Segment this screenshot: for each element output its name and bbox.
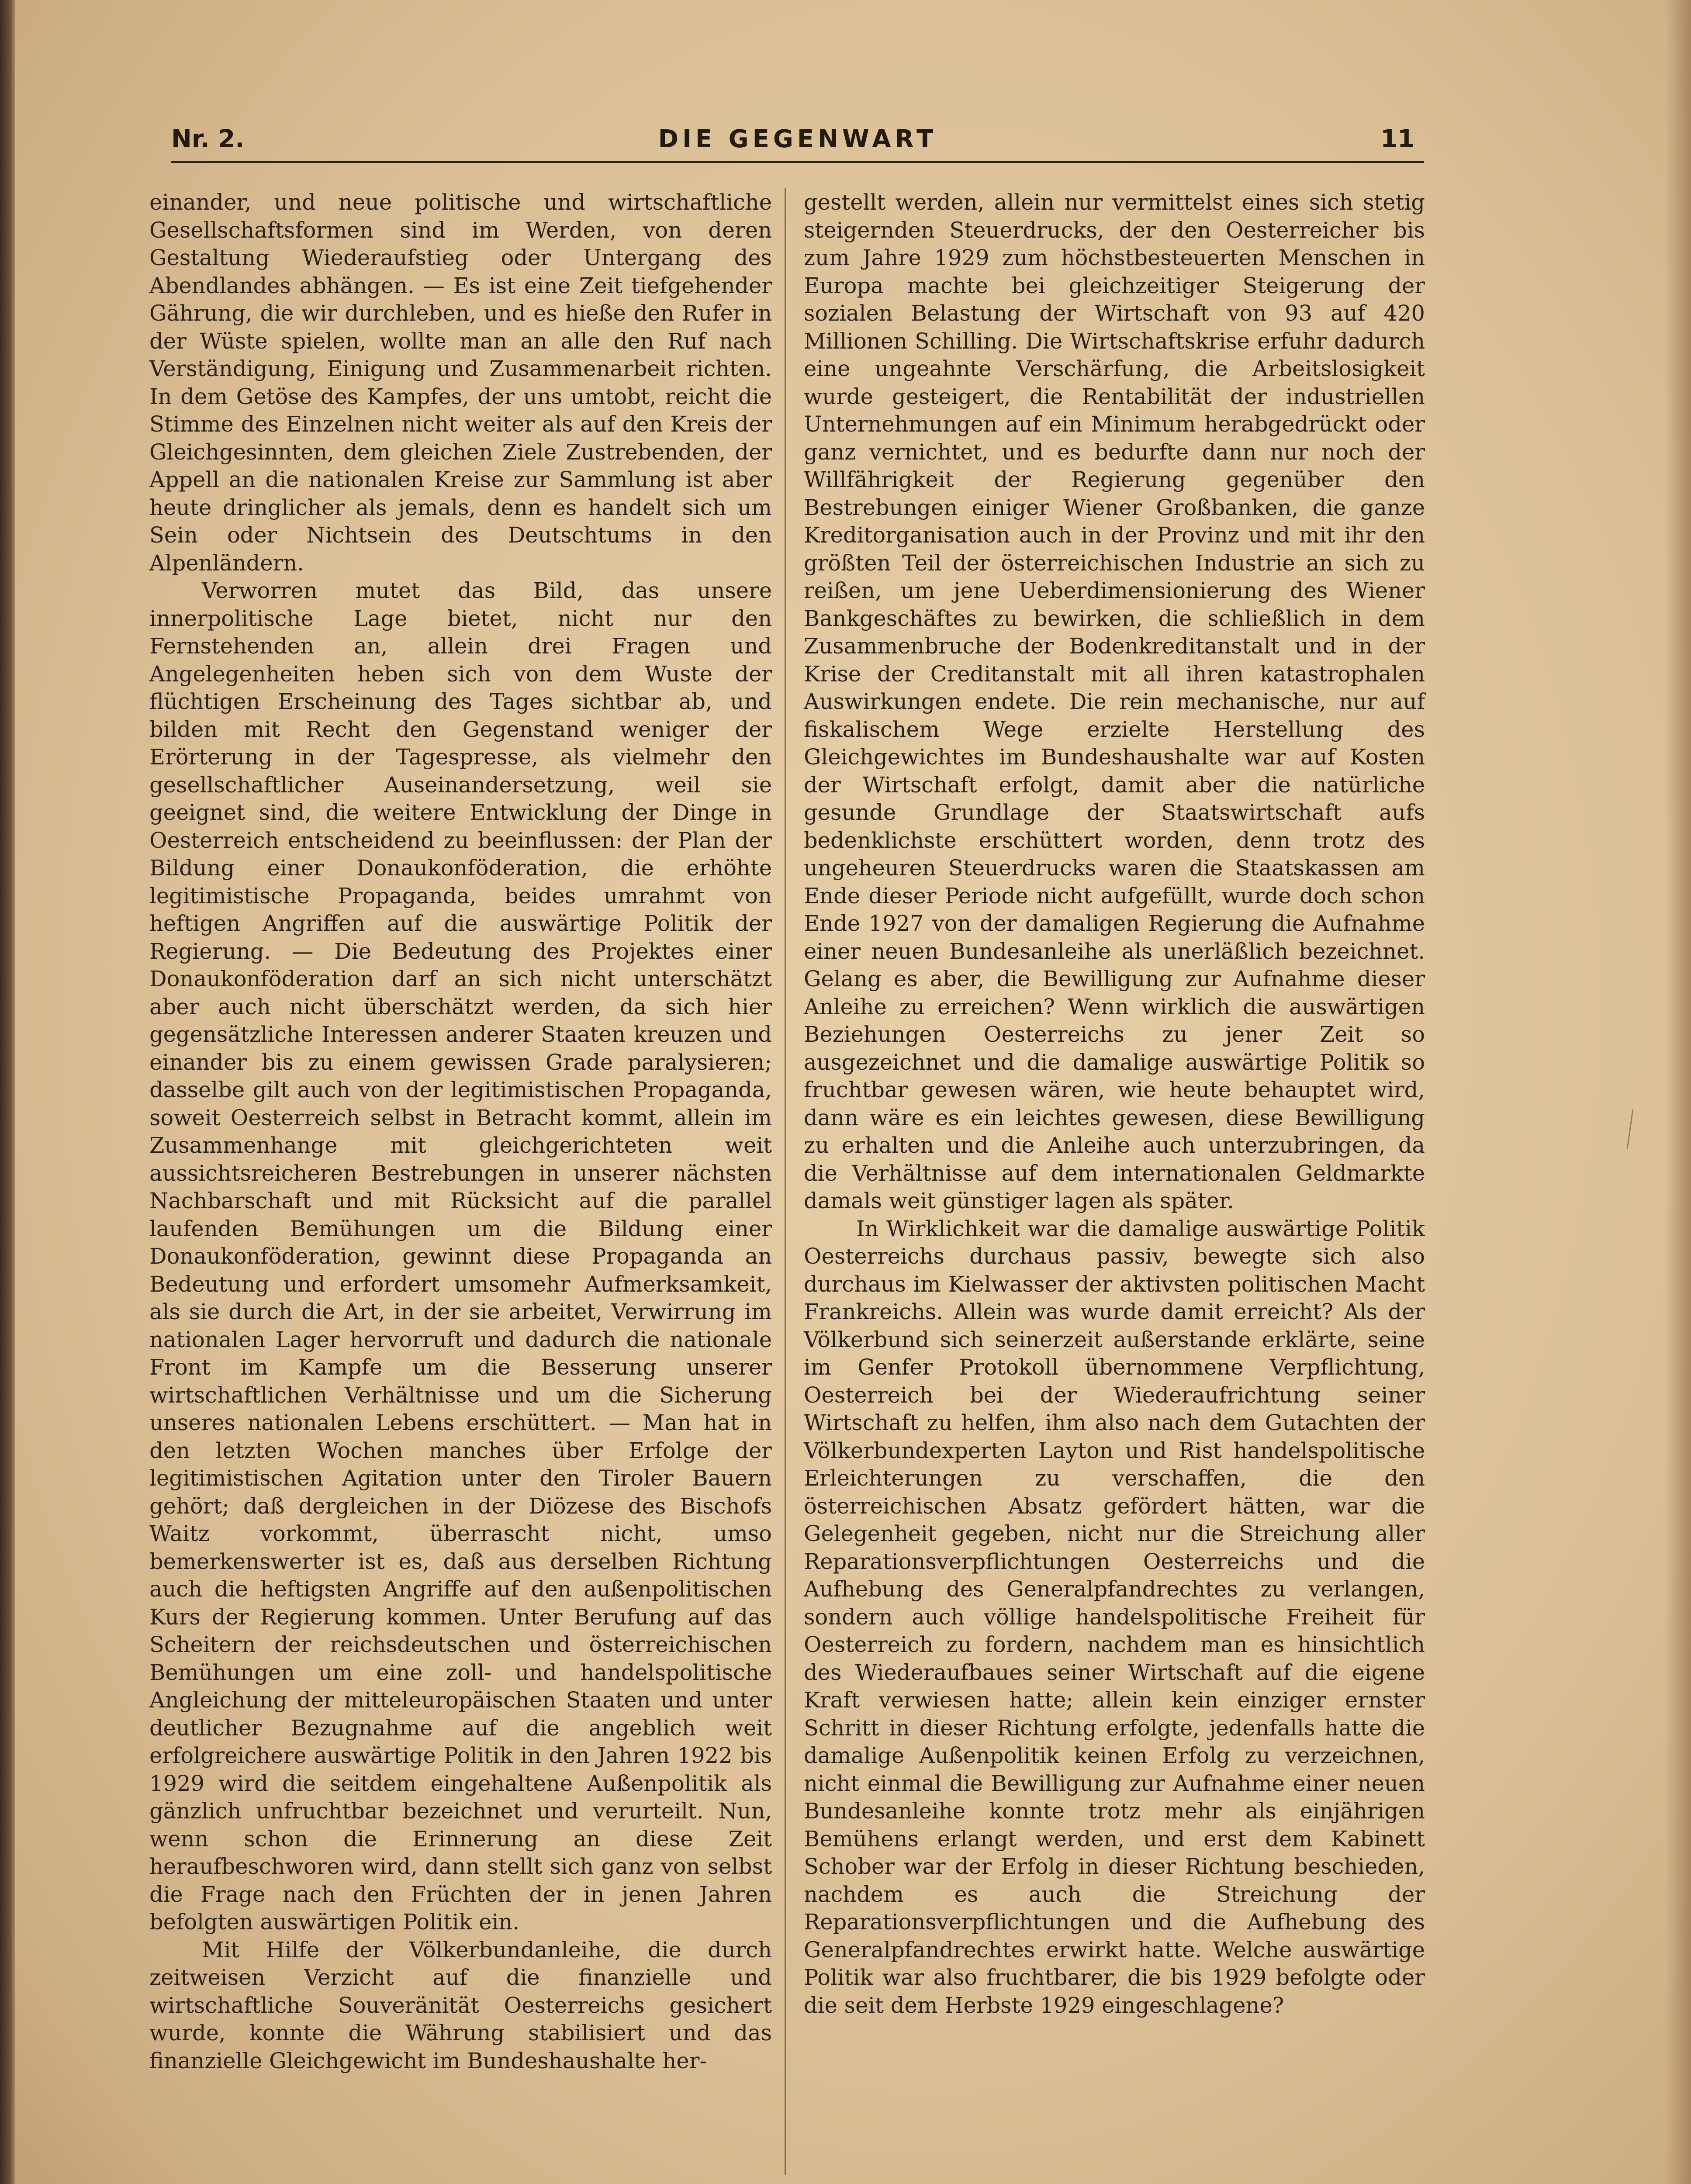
issue-number: Nr. 2. (171, 125, 245, 153)
right-paragraph-2: In Wirklichkeit war die damalige auswärtige Politik Oesterreichs durchaus passiv, bewegte sich also durchaus im Kielwasser der aktivsten politischen Macht Frankreichs. Allein was wurde damit erreicht? Als der Völkerbund sich seinerzeit außerstande erklärte, seine im Genfer Protokoll übernommene Verpflichtung, Oesterreich bei der Wiederaufrichtung seiner Wirtschaft zu helfen, ihm also nach dem Gutachten der Völkerbundexperten Layton und Rist handelspolitische Erleichterungen zu verschaffen, die den österreichischen Absatz gefördert hätten, war die Gelegenheit gegeben, nicht nur die Streichung aller Reparationsverpflichtungen Oesterreichs und die Aufhebung des Generalpfandrechtes zu verlangen, sondern auch völlige handelspolitische Freiheit für Oesterreich zu fordern, nachdem man es hinsichtlich des Wiederaufbaues seiner Wirtschaft auf die eigene Kraft verwiesen hatte; allein kein einziger ernster Schritt in dieser Richtung erfolgte, jedenfalls hatte die damalige Außenpolitik keinen Erfolg zu verzeichnen, nicht einmal die Bewilligung zur Aufnahme einer neuen Bundesanleihe konnte trotz mehr als einjährigen Bemühens erlangt werden, und erst dem Kabinett Schober war der Erfolg in dieser Richtung beschieden, nachdem es auch die Streichung der Reparationsverpflichtungen und die Aufhebung des Generalpfandrechtes erwirkt hatte. Welche auswärtige Politik war also fruchtbarer, die bis 1929 befolgte oder die seit dem Herbste 1929 eingeschlagene? (804, 1216, 1425, 2018)
page-number: 11 (1380, 125, 1414, 153)
left-column (149, 189, 772, 2075)
right-column (804, 189, 1425, 2019)
journal-title: DIE GEGENWART (658, 125, 937, 153)
left-paragraph-1: einander, und neue politische und wirtschaftliche Gesellschaftsformen sind im Werden, von deren Gestaltung Wiederaufstieg oder Untergang des Abendlandes abhängen. — Es ist eine Zeit tiefgehender Gährung, die wir durchleben, und es hieße den Rufer in der Wüste spielen, wollte man an alle den Ruf nach Verständigung, Einigung und Zusammenarbeit richten. In dem Getöse des Kampfes, der uns umtobt, reicht die Stimme des Einzelnen nicht weiter als auf den Kreis der Gleichgesinnten, dem gleichen Ziele Zustrebenden, der Appell an die nationalen Kreise zur Sammlung ist aber heute dringlicher als jemals, denn es handelt sich um Sein oder Nichtsein des Deutschtums in den Alpenländern. (149, 190, 772, 576)
column-divider (785, 188, 786, 2175)
running-header (171, 121, 1424, 163)
left-paragraph-3: Mit Hilfe der Völkerbundanleihe, die durch zeitweisen Verzicht auf die finanzielle und wirtschaftliche Souveränität Oesterreichs gesichert wurde, konnte die Währung stabilisiert und das finanzielle Gleichgewicht im Bundeshaushalte her- (149, 1937, 772, 2073)
page-right-edge (1665, 0, 1691, 2184)
left-paragraph-2: Verworren mutet das Bild, das unsere innerpolitische Lage bietet, nicht nur den Fernstehenden an, allein drei Fragen und Angelegenheiten heben sich von dem Wuste der flüchtigen Erscheinung des Tages sichtbar ab, und bilden mit Recht den Gegenstand weniger der Erörterung in der Tagespresse, als vielmehr den gesellschaftlicher Auseinandersetzung, weil sie geeignet sind, die weitere Entwicklung der Dinge in Oesterreich entscheidend zu beeinflussen: der Plan der Bildung einer Donaukonföderation, die erhöhte legitimistische Propaganda, beides umrahmt von heftigen Angriffen auf die auswärtige Politik der Regierung. — Die Bedeutung des Projektes einer Donaukonföderation darf an sich nicht unterschätzt aber auch nicht überschätzt werden, da sich hier gegensätzliche Interessen anderer Staaten kreuzen und einander bis zu einem gewissen Grade paralysieren; dasselbe gilt auch von der legitimistischen Propaganda, soweit Oesterreich selbst in Betracht kommt, allein im Zusammenhange mit gleichgerichteten weit aussichtsreicheren Bestrebungen in unserer nächsten Nachbarschaft und mit Rücksicht auf die parallel laufenden Bemühungen um die Bildung einer Donaukonföderation, gewinnt diese Propaganda an Bedeutung und erfordert umsomehr Aufmerksamkeit, als sie durch die Art, in der sie arbeitet, Verwirrung im nationalen Lager hervorruft und dadurch die nationale Front im Kampfe um die Besserung unserer wirtschaftlichen Verhältnisse und um die Sicherung unseres nationalen Lebens erschüttert. — Man hat in den letzten Wochen manches über Erfolge der legitimistischen Agitation unter den Tiroler Bauern gehört; daß dergleichen in der Diözese des Bischofs Waitz vorkommt, überrascht nicht, umso bemerkenswerter ist es, daß aus derselben Richtung auch die heftigsten Angriffe auf den außenpolitischen Kurs der Regierung kommen. Unter Berufung auf das Scheitern der reichsdeutschen und österreichischen Bemühungen um eine zoll- und handelspolitische Angleichung der mitteleuropäischen Staaten und unter deutlicher Bezugnahme auf die angeblich weit erfolgreichere auswärtige Politik in den Jahren 1922 bis 1929 wird die seitdem eingehaltene Außenpolitik als gänzlich unfruchtbar bezeichnet und verurteilt. Nun, wenn schon die Erinnerung an diese Zeit heraufbeschworen wird, dann stellt sich ganz von selbst die Frage nach den Früchten der in jenen Jahren befolgten auswärtigen Politik ein. (149, 578, 772, 1935)
page-binding-edge (0, 0, 15, 2184)
right-paragraph-1: gestellt werden, allein nur vermittelst eines sich stetig steigernden Steuerdrucks, der den Oesterreicher bis zum Jahre 1929 zum höchstbesteuerten Menschen in Europa machte bei gleichzeitiger Steigerung der sozialen Belastung der Wirtschaft von 93 auf 420 Millionen Schilling. Die Wirtschaftskrise erfuhr dadurch eine ungeahnte Verschärfung, die Arbeitslosigkeit wurde gesteigert, die Rentabilität der industriellen Unternehmungen auf ein Minimum herabgedrückt oder ganz vernichtet, und es bedurfte dann nur noch der Willfährigkeit der Regierung gegenüber den Bestrebungen einiger Wiener Großbanken, die ganze Kreditorganisation auch in der Provinz und mit ihr den größten Teil der österreichischen Industrie an sich zu reißen, um jene Ueberdimensionierung des Wiener Bankgeschäftes zu bewirken, die schließlich in dem Zusammenbruche der Bodenkreditanstalt und in der Krise der Creditanstalt mit all ihren katastrophalen Auswirkungen endete. Die rein mechanische, nur auf fiskalischem Wege erzielte Herstellung des Gleichgewichtes im Bundeshaushalte war auf Kosten der Wirtschaft erfolgt, damit aber die natürliche gesunde Grundlage der Staatswirtschaft aufs bedenklichste erschüttert worden, denn trotz des ungeheuren Steuerdrucks waren die Staatskassen am Ende dieser Periode nicht aufgefüllt, wurde doch schon Ende 1927 von der damaligen Regierung die Aufnahme einer neuen Bundesanleihe als unerläßlich bezeichnet. Gelang es aber, die Bewilligung zur Aufnahme dieser Anleihe zu erreichen? Wenn wirklich die auswärtigen Beziehungen Oesterreichs zu jener Zeit so ausgezeichnet und die damalige auswärtige Politik so fruchtbar gewesen wären, wie heute behauptet wird, dann wäre es ein leichtes gewesen, diese Bewilligung zu erhalten und die Anleihe auch unterzubringen, da die Verhältnisse auf dem internationalen Geldmarkte damals weit günstiger lagen als später. (804, 190, 1425, 1213)
margin-pencil-mark (1627, 1109, 1651, 1149)
